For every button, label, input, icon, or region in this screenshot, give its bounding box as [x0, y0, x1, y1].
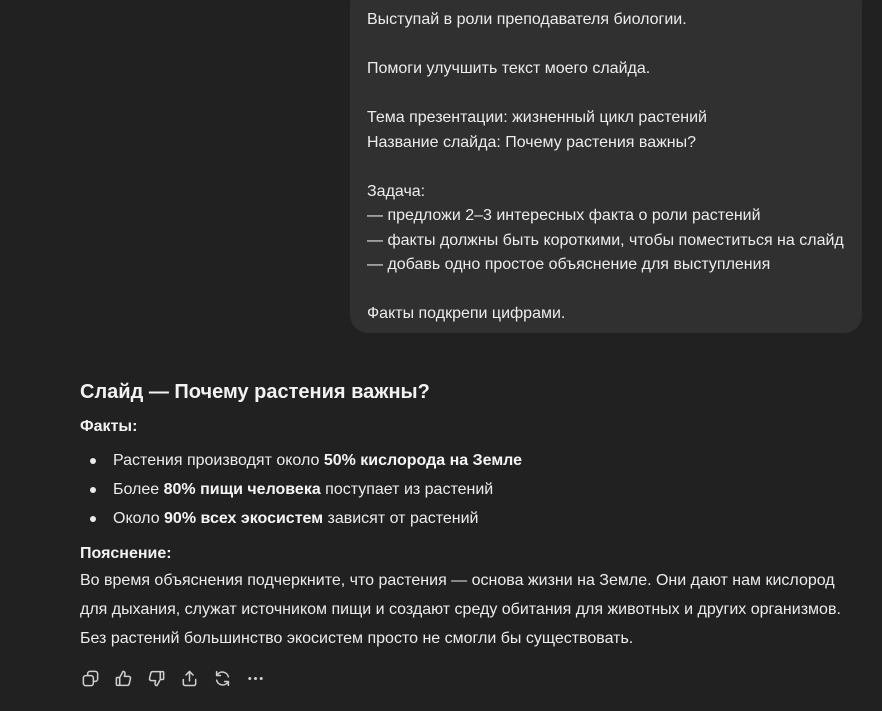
user-message-line: Помоги улучшить текст моего слайда. — [367, 60, 651, 77]
user-message-line: — предложи 2–3 интересных факта о роли растений — [367, 207, 761, 224]
bad-response-button[interactable] — [146, 667, 166, 689]
fact-highlight: 80% пищи человека — [163, 481, 321, 498]
fact-item — [80, 504, 870, 533]
copy-button[interactable] — [80, 667, 100, 689]
explanation-line: для дыхания, служат источником пищи и создают среду обитания для животных и других организмов. — [80, 601, 841, 618]
share-button[interactable] — [179, 667, 199, 689]
explanation-text — [80, 566, 870, 653]
fact-text: Более — [113, 481, 164, 498]
share-icon — [180, 669, 199, 688]
assistant-message — [80, 378, 870, 653]
fact-highlight: 50% кислорода на Земле — [323, 452, 523, 469]
explanation-line: Во время объяснения подчеркните, что растения — основа жизни на Земле. Они дают нам кислород — [80, 572, 835, 589]
bullet-icon — [90, 458, 96, 464]
more-icon — [246, 669, 265, 688]
user-message-bubble — [350, 0, 862, 333]
facts-label: Факты: — [80, 418, 138, 435]
thumbs-down-icon — [147, 669, 166, 688]
user-message-line — [367, 82, 846, 107]
bullet-icon — [90, 516, 96, 522]
fact-highlight: 90% всех экосистем — [164, 510, 324, 527]
explanation-line: Без растений большинство экосистем просто не смогли бы существовать. — [80, 630, 634, 647]
thumbs-up-icon — [114, 669, 133, 688]
response-heading: Слайд — Почему растения важны? — [80, 381, 430, 403]
more-options-button[interactable] — [245, 667, 265, 689]
fact-text: поступает из растений — [320, 481, 494, 498]
user-message-line: — факты должны быть короткими, чтобы поместиться на слайд — [367, 231, 844, 249]
facts-list — [80, 446, 870, 533]
bullet-icon — [90, 487, 96, 493]
fact-text: Растения производят около — [113, 452, 324, 469]
user-message-line: — добавь одно простое объяснение для выступления — [367, 256, 771, 273]
user-message-line: Задача: — [367, 182, 426, 200]
regenerate-button[interactable] — [212, 667, 232, 689]
fact-text: зависят от растений — [323, 510, 479, 527]
regenerate-icon — [213, 669, 232, 688]
explanation-label: Пояснение: — [80, 545, 172, 562]
good-response-button[interactable] — [113, 667, 133, 689]
copy-icon — [81, 669, 100, 688]
fact-item — [80, 475, 870, 504]
message-actions-bar — [80, 667, 265, 689]
user-message-line: Выступай в роли преподавателя биологии. — [367, 11, 687, 28]
fact-item — [80, 446, 870, 475]
fact-text: Около — [113, 510, 165, 527]
user-message-line — [367, 155, 846, 180]
user-message-line — [367, 33, 846, 58]
user-message-line: Название слайда: Почему растения важны? — [367, 133, 697, 151]
user-message-line: Тема презентации: жизненный цикл растений — [367, 109, 707, 126]
user-message-line — [367, 278, 846, 303]
user-message-line: Факты подкрепи цифрами. — [367, 305, 566, 322]
